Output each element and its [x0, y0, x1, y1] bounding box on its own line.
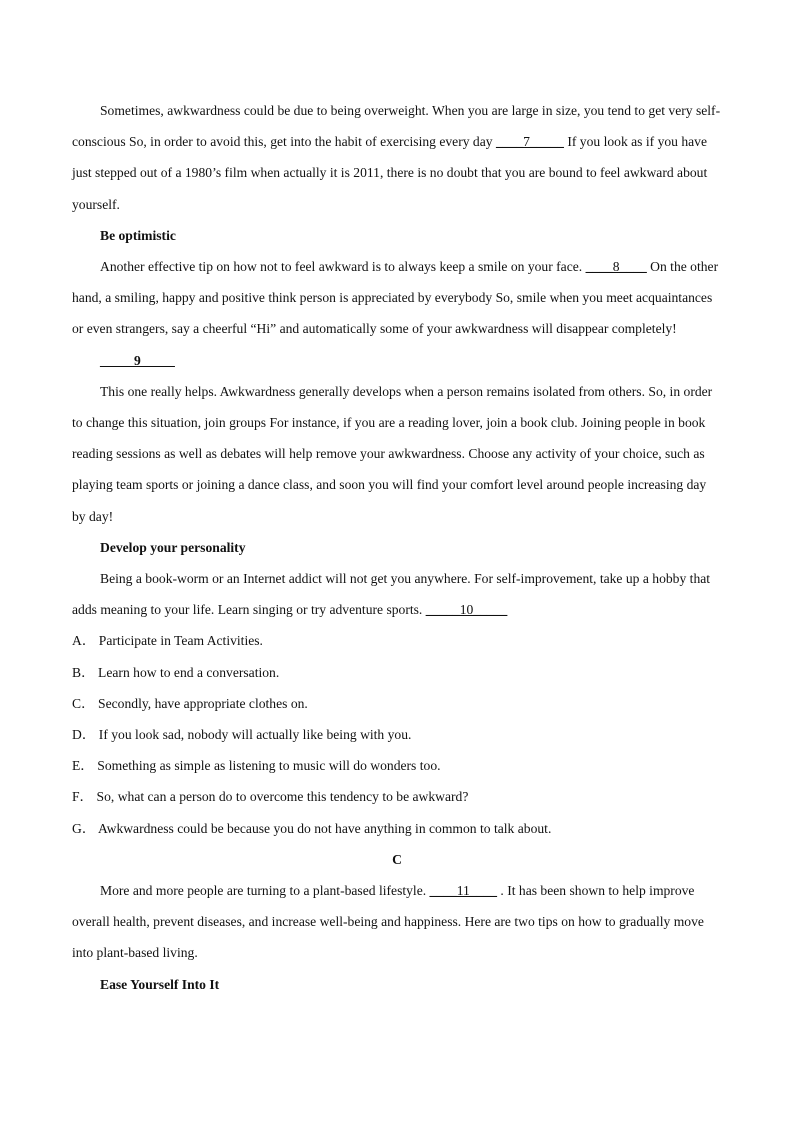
blank-9: _____9_____	[100, 352, 175, 368]
option-b: B． Learn how to end a conversation.	[72, 664, 280, 680]
section-c-title: C	[392, 851, 402, 867]
heading-develop-personality: Develop your personality	[100, 539, 246, 555]
blank-8: ____8____	[585, 259, 647, 275]
heading-ease-yourself: Ease Yourself Into It	[100, 976, 220, 992]
paragraph-hobby	[72, 563, 722, 625]
option-d: D． If you look sad, nobody will actually like being with you.	[72, 727, 412, 743]
blank-10: _____10_____	[425, 602, 508, 618]
paragraph-text: More and more people are turning to a plant-based lifestyle.	[100, 883, 430, 899]
option-g: G． Awkwardness could be because you do not have anything in common to talk about.	[72, 820, 552, 836]
heading-be-optimistic: Be optimistic	[100, 227, 176, 243]
paragraph-text: If you look as if you have just stepped out of a 1980’s film when actually it is 2011, there is no doubt that you are bound to feel awkward about yourself.	[72, 134, 708, 212]
document-page	[72, 95, 722, 1000]
paragraph-join-groups: This one really helps. Awkwardness generally develops when a person remains isolated from others. So, in order to change this situation, join groups For instance, if you are a reading lover, join a book club. Joining people in book reading sessions as well as debates will help remove your awkwardness. Choose any activity of your choice, such as playing team sports or joining a dance class, and soon you will find your comfort level around people increasing day by day!	[72, 383, 713, 524]
paragraph-text: . It has been shown to help improve overall health, prevent diseases, and increase well-being and happiness. Here are two tips on how to gradually move into plant-based living.	[72, 883, 704, 961]
paragraph-overweight	[72, 95, 722, 220]
heading-blank-9	[72, 345, 722, 376]
paragraph-text: Being a book-worm or an Internet addict will not get you anywhere. For self-improvement, take up a hobby that adds meaning to your life. Learn singing or try adventure sports.	[72, 571, 711, 618]
paragraph-text: Sometimes, awkwardness could be due to being overweight. When you are large in size, you tend to get very self-conscious So, in order to avoid this, get into the habit of exercising every day	[72, 103, 721, 150]
option-a: A． Participate in Team Activities.	[72, 633, 263, 649]
paragraph-smile	[72, 251, 722, 345]
option-e: E． Something as simple as listening to music will do wonders too.	[72, 758, 441, 774]
blank-7: ____7_____	[495, 134, 564, 150]
option-f: F． So, what can a person do to overcome this tendency to be awkward?	[72, 789, 469, 805]
paragraph-text: On the other hand, a smiling, happy and positive think person is appreciated by everybody So, smile when you meet acquaintances or even strangers, say a cheerful “Hi” and automatically some of your awkwardness will disappear completely!	[72, 259, 719, 337]
blank-11: ____11____	[429, 883, 498, 899]
paragraph-text: Another effective tip on how not to feel awkward is to always keep a smile on your face.	[100, 259, 586, 275]
option-c: C． Secondly, have appropriate clothes on.	[72, 695, 308, 711]
paragraph-plant-based	[72, 875, 722, 969]
